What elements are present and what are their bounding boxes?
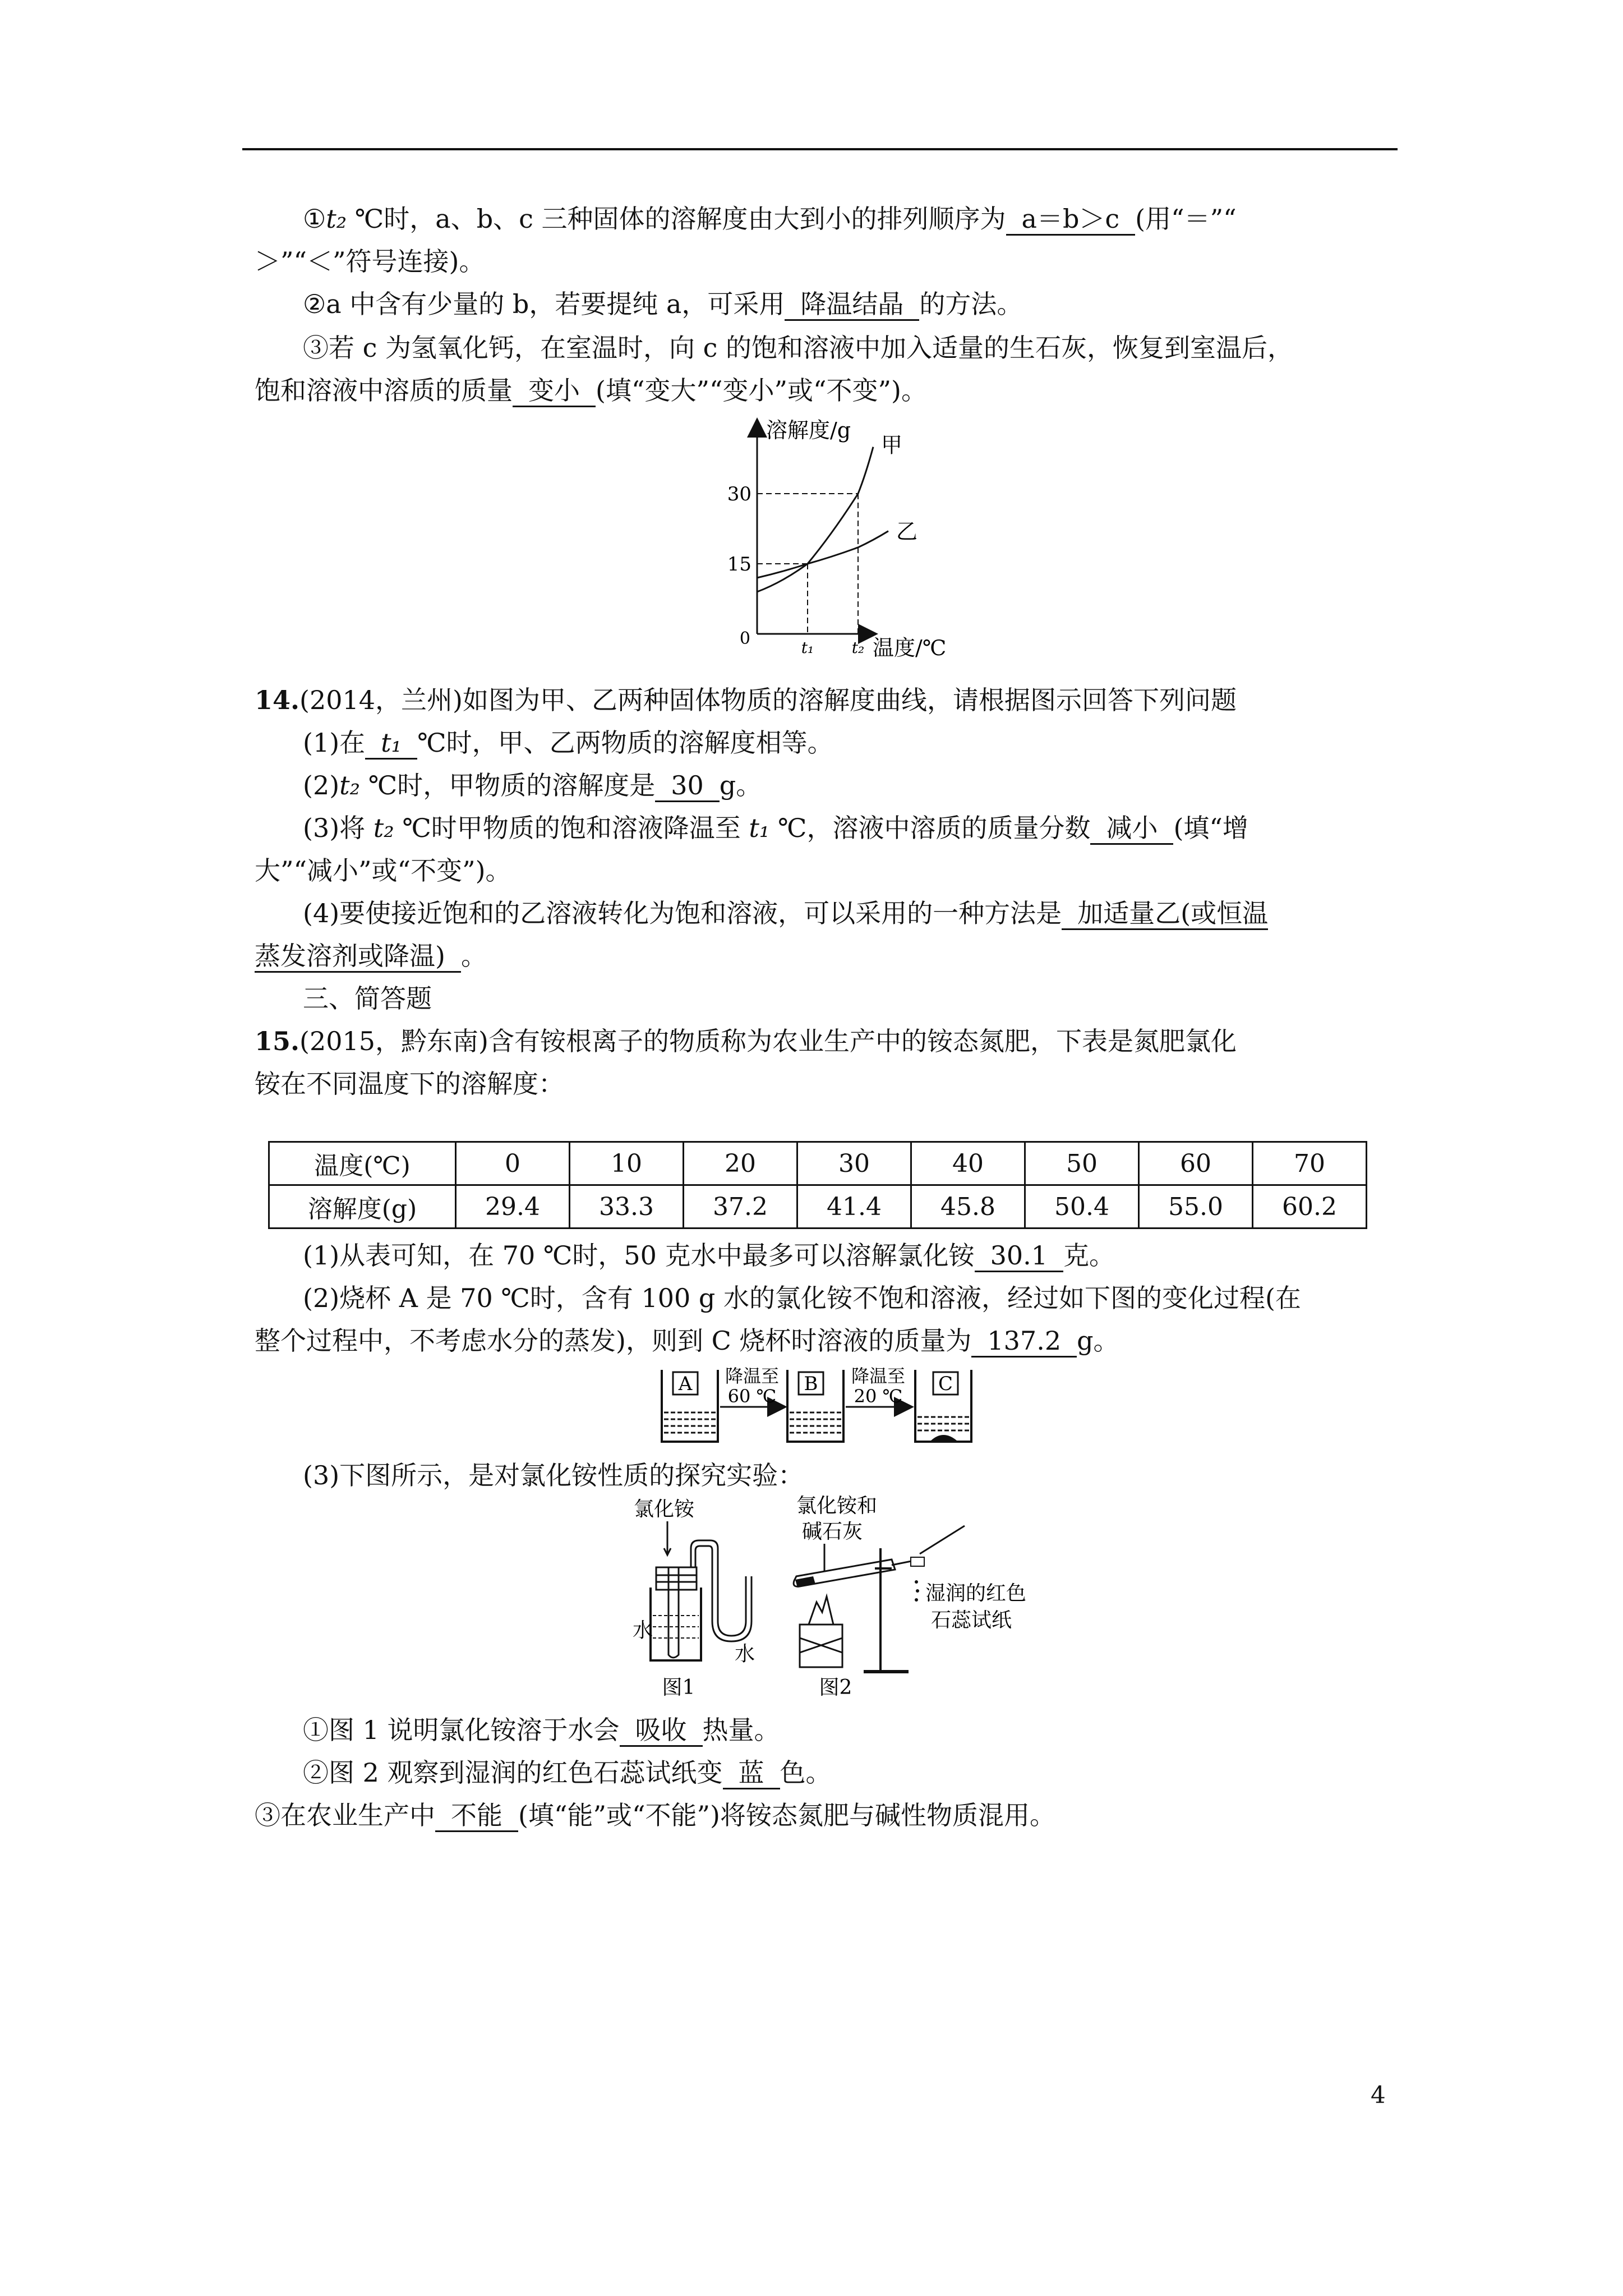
table-cell: 55.0	[1139, 1185, 1253, 1228]
q13-item3: ③若 c 为氢氧化钙，在室温时，向 c 的饱和溶液中加入适量的生石灰，恢复到室温后，	[303, 333, 1294, 363]
table-cell: 37.2	[684, 1185, 797, 1228]
y-tick-label: 15	[727, 553, 751, 576]
beaker-c-label: C	[938, 1373, 953, 1395]
q13-item1-line2: ＞”“＜”符号连接)。	[255, 246, 485, 277]
q13-item2: ②a 中含有少量的 b，若要提纯 a，可采用 降温结晶 的方法。	[303, 287, 1022, 321]
label-litmus-1: 湿润的红色	[925, 1582, 1027, 1605]
q13-answer1[interactable]: a＝b＞c	[1006, 204, 1136, 236]
q14-item3: (3)将 t₂ ℃时甲物质的饱和溶液降温至 t₁ ℃，溶液中溶质的质量分数 减小 (填“增	[303, 811, 1248, 845]
table-cell: 20	[684, 1142, 797, 1185]
q13-item3-line2: 饱和溶液中溶质的质量 变小 (填“变大”“变小”或“不变”)。	[255, 374, 927, 407]
q14-header: 14.(2014，兰州)如图为甲、乙两种固体物质的溶解度曲线，请根据图示回答下列问题	[255, 685, 1237, 715]
q14-answer2[interactable]: 30	[655, 770, 720, 802]
label-litmus-2: 石蕊试纸	[931, 1609, 1012, 1632]
q15-answer3[interactable]: 吸收	[620, 1715, 703, 1747]
table-cell: 70	[1253, 1142, 1367, 1185]
q14-answer3[interactable]: 减小	[1090, 813, 1173, 845]
q14-item4: (4)要使接近饱和的乙溶液转化为饱和溶液，可以采用的一种方法是 加适量乙(或恒温	[303, 896, 1268, 930]
y-axis-label: 溶解度/g	[766, 418, 851, 443]
series-label-2: 乙	[896, 519, 918, 544]
crystal-precipitate	[931, 1435, 957, 1441]
q15-item3: (3)下图所示，是对氯化铵性质的探究实验：	[303, 1460, 804, 1490]
table-row	[269, 1142, 1367, 1185]
beaker-c	[915, 1370, 971, 1442]
label-water-flask: 水	[633, 1619, 653, 1642]
q13-answer3[interactable]: 变小	[513, 375, 596, 407]
arrow-2-bottom: 20 ℃	[854, 1386, 903, 1407]
table-cell: 33.3	[570, 1185, 684, 1228]
table-header: 溶解度(g)	[269, 1185, 456, 1228]
table-cell: 50.4	[1025, 1185, 1139, 1228]
table-cell: 29.4	[456, 1185, 570, 1228]
q14-answer1[interactable]: t₁	[365, 728, 417, 760]
q14-item1: (1)在 t₁ ℃时，甲、乙两物质的溶解度相等。	[303, 726, 833, 760]
q13-item1: ①t₂ ℃时，a、b、c 三种固体的溶解度由大到小的排列顺序为 a＝b＞c (用“＝”“	[303, 202, 1237, 236]
table-cell: 41.4	[797, 1185, 911, 1228]
x-tick-label: t₂	[851, 638, 865, 657]
table-header: 温度(℃)	[269, 1142, 456, 1185]
beaker-a-label: A	[678, 1373, 693, 1395]
figure-1-apparatus	[633, 1498, 755, 1699]
q15-sub1: ①图 1 说明氯化铵溶于水会 吸收 热量。	[303, 1713, 780, 1747]
q15-header: 15.(2015，黔东南)含有铵根离子的物质称为农业生产中的铵态氮肥，下表是氮肥氯化	[255, 1026, 1237, 1056]
q14-item4-line2: 蒸发溶剂或降温) 。	[255, 939, 487, 973]
x-tick-label: t₁	[801, 638, 814, 657]
q15-sub2: ②图 2 观察到湿润的红色石蕊试纸变 蓝 色。	[303, 1756, 832, 1789]
series-line-1	[757, 447, 873, 592]
table-cell: 40	[911, 1142, 1025, 1185]
q15-answer4[interactable]: 蓝	[723, 1757, 780, 1789]
beaker-b	[787, 1370, 843, 1442]
origin-label: 0	[739, 629, 750, 648]
label-mixture-1: 氯化铵和	[796, 1494, 878, 1517]
table-cell: 30	[797, 1142, 911, 1185]
section-heading: 三、简答题	[303, 983, 432, 1014]
figure-2-apparatus	[794, 1494, 1026, 1699]
q15-item1: (1)从表可知，在 70 ℃时，50 克水中最多可以溶解氯化铵 30.1 克。	[303, 1239, 1115, 1272]
header-rule	[242, 148, 1398, 150]
arrow-1-bottom: 60 ℃	[727, 1386, 777, 1407]
q15-answer1[interactable]: 30.1	[975, 1240, 1063, 1272]
q15-header-line2: 铵在不同温度下的溶解度：	[255, 1069, 564, 1099]
q15-sub3: ③在农业生产中 不能 (填“能”或“不能”)将铵态氮肥与碱性物质混用。	[255, 1798, 1055, 1832]
solubility-chart	[712, 409, 981, 662]
beaker-diagram	[651, 1363, 998, 1453]
label-water-utube: 水	[735, 1642, 755, 1665]
experiment-figure	[628, 1492, 1088, 1705]
table-row	[269, 1185, 1367, 1228]
arrow-2-top: 降温至	[851, 1365, 906, 1387]
arrow-1-top: 降温至	[725, 1365, 780, 1387]
series-label-1: 甲	[881, 432, 903, 458]
series-line-2	[757, 531, 888, 578]
q14-item3-line2: 大”“减小”或“不变”)。	[255, 855, 511, 886]
beaker-b-label: B	[804, 1373, 818, 1395]
figure-2-caption: 图2	[819, 1676, 852, 1699]
figure-1-caption: 图1	[662, 1676, 695, 1699]
q15-item2: (2)烧杯 A 是 70 ℃时，含有 100 g 水的氯化铵不饱和溶液，经过如下图的变化过程(在	[303, 1283, 1301, 1313]
q15-answer2[interactable]: 137.2	[971, 1326, 1077, 1358]
x-axis-label: 温度/℃	[873, 636, 947, 660]
q14-answer4b[interactable]: 蒸发溶剂或降温)	[255, 941, 461, 973]
page-number: 4	[1371, 2081, 1386, 2109]
solubility-table	[268, 1141, 1367, 1229]
q13-answer2[interactable]: 降温结晶	[785, 289, 919, 321]
label-ammonium-chloride: 氯化铵	[634, 1498, 695, 1521]
table-cell: 60	[1139, 1142, 1253, 1185]
q15-answer5[interactable]: 不能	[435, 1800, 518, 1832]
q14-item2: (2)t₂ ℃时，甲物质的溶解度是 30 g。	[303, 769, 762, 802]
y-tick-label: 30	[727, 483, 751, 506]
table-cell: 45.8	[911, 1185, 1025, 1228]
table-cell: 60.2	[1253, 1185, 1367, 1228]
table-cell: 10	[570, 1142, 684, 1185]
table-cell: 50	[1025, 1142, 1139, 1185]
label-mixture-2: 碱石灰	[802, 1520, 863, 1543]
q15-item2-line2: 整个过程中，不考虑水分的蒸发)，则到 C 烧杯时溶液的质量为 137.2 g。	[255, 1324, 1119, 1358]
q14-answer4a[interactable]: 加适量乙(或恒温	[1062, 898, 1268, 930]
table-cell: 0	[456, 1142, 570, 1185]
beaker-a	[662, 1370, 718, 1442]
